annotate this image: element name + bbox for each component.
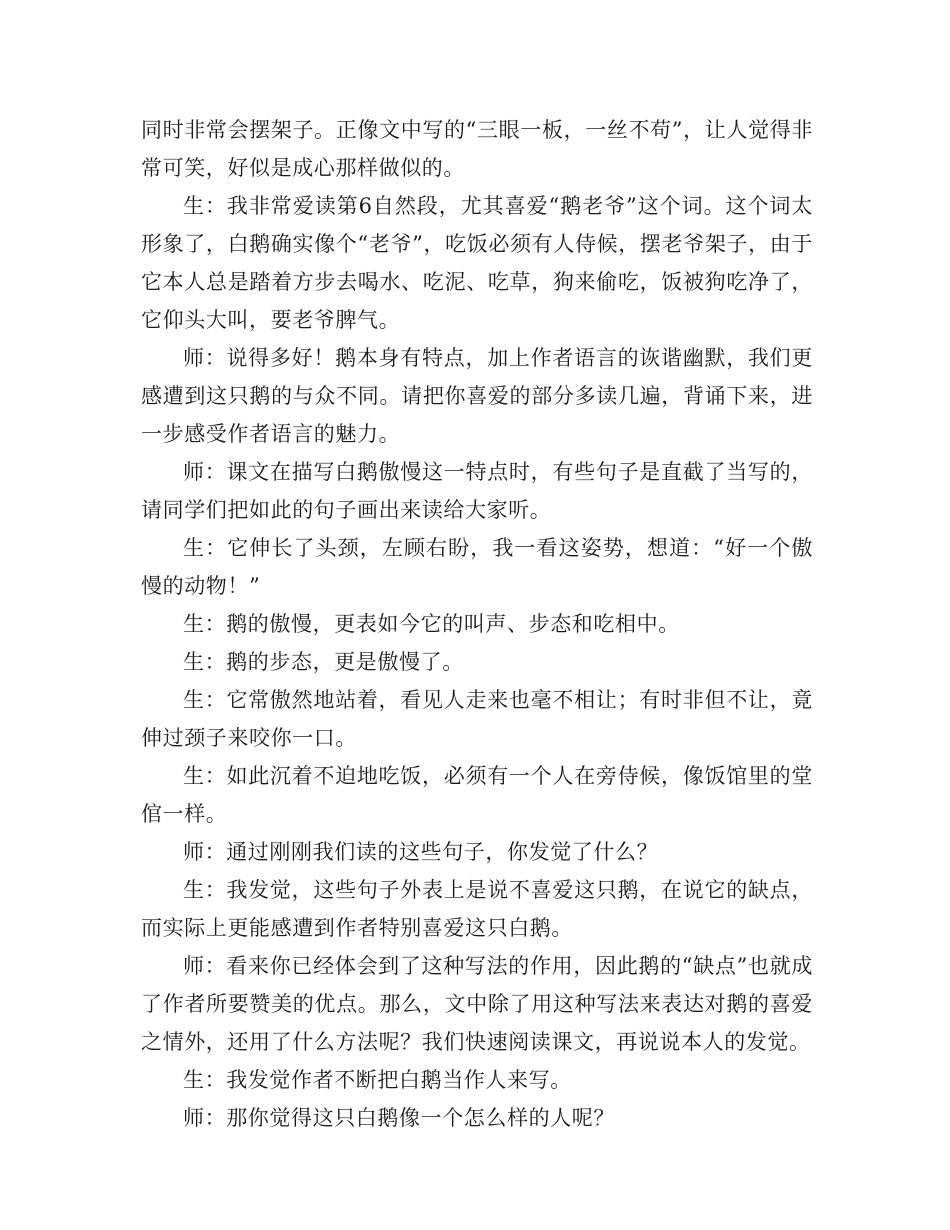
paragraph: 生：我发觉作者不断把白鹅当作人来写。: [183, 1068, 572, 1092]
paragraph: 生：它常傲然地站着，看见人走来也毫不相让；有时非但不让，竟伸过颈子来咬你一口。: [141, 688, 813, 750]
paragraph: 生：鹅的傲慢，更表如今它的叫声、步态和吃相中。: [183, 612, 680, 636]
paragraph: 生：我非常爱读第6自然段，尤其喜爱“鹅老爷”这个词。这个词太形象了，白鹅确实像个“老爷”，吃饭必须有人侍候，摆老爷架子，由于它本人总是踏着方步去喝水、吃泥、吃草，狗来偷吃，饭被狗吃净了，它仰头大叫，要老爷脾气。: [141, 194, 813, 332]
paragraph: 生：鹅的步态，更是傲慢了。: [183, 650, 464, 674]
paragraph: 生：如此沉着不迫地吃饭，必须有一个人在旁侍候，像饭馆里的堂倌一样。: [141, 764, 813, 826]
paragraph: 同时非常会摆架子。正像文中写的“三眼一板，一丝不苟”，让人觉得非常可笑，好似是成心那样做似的。: [141, 118, 813, 180]
paragraph: 师：课文在描写白鹅傲慢这一特点时，有些句子是直截了当写的，请同学们把如此的句子画出来读给大家听。: [141, 460, 813, 522]
paragraph: 师：通过刚刚我们读的这些句子，你发觉了什么？: [183, 840, 659, 864]
document-body: [141, 111, 813, 1137]
paragraph: 师：看来你已经体会到了这种写法的作用，因此鹅的“缺点”也就成了作者所要赞美的优点。那么，文中除了用这种写法来表达对鹅的喜爱之情外，还用了什么方法呢？我们快速阅读课文，再说说本人的发觉。: [141, 954, 813, 1054]
paragraph: 师：那你觉得这只白鹅像一个怎么样的人呢？: [183, 1106, 615, 1130]
paragraph: 生：我发觉，这些句子外表上是说不喜爱这只鹅，在说它的缺点，而实际上更能感遭到作者特别喜爱这只白鹅。: [141, 878, 813, 940]
paragraph: 师：说得多好！鹅本身有特点，加上作者语言的诙谐幽默，我们更感遭到这只鹅的与众不同。请把你喜爱的部分多读几遍，背诵下来，进一步感受作者语言的魅力。: [141, 346, 813, 446]
paragraph: 生：它伸长了头颈，左顾右盼，我一看这姿势，想道：“好一个傲慢的动物！”: [141, 536, 813, 598]
